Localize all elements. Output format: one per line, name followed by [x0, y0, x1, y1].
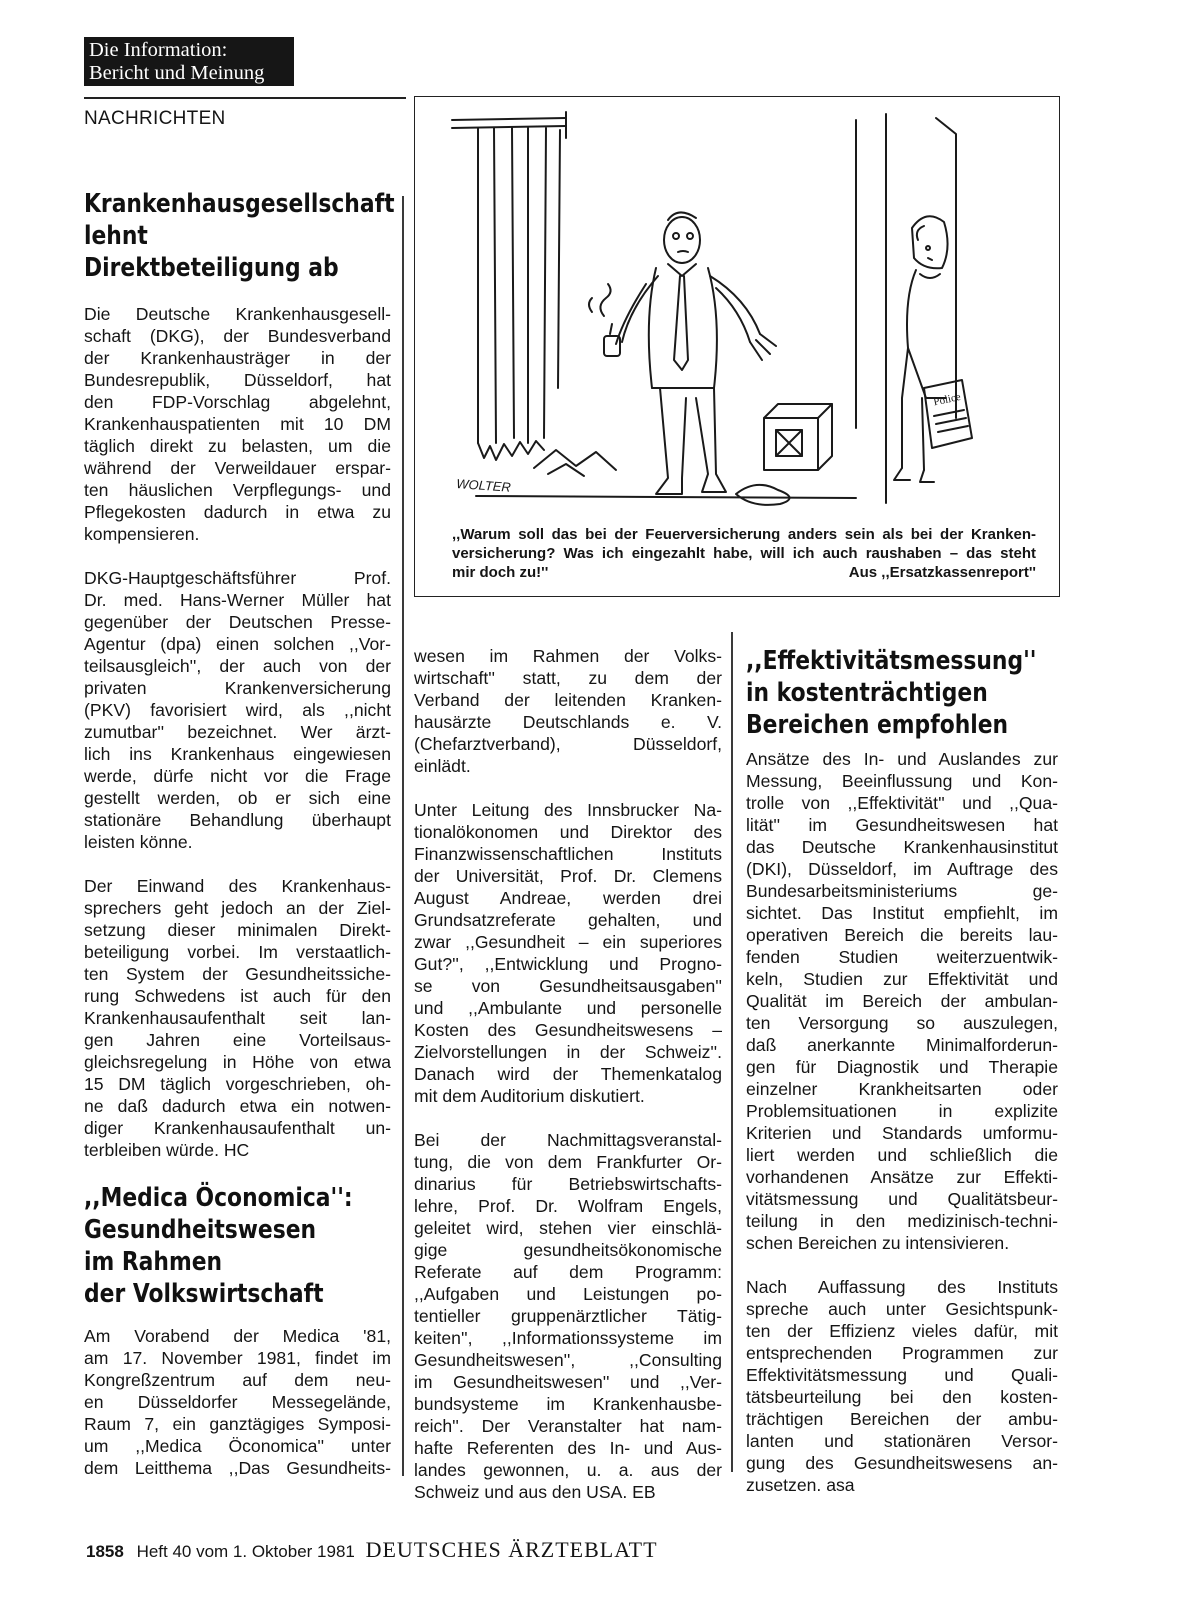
- article2-body-col2: [414, 645, 722, 1525]
- text-line: leisten könne.: [84, 832, 193, 852]
- text-line: und ,,Ambulante und personelle: [414, 998, 722, 1018]
- text-line: Raum 7, ein ganztägiges Symposi-: [84, 1414, 391, 1434]
- header-rule: [84, 97, 406, 99]
- text-line: zwar ,,Gesundheit – ein superiores: [414, 932, 722, 952]
- text-line: spreche auch unter Gesichtspunk-: [746, 1299, 1058, 1319]
- text-line: ten System der Gesundheitssiche-: [84, 964, 391, 984]
- text-line: Gesundheitswesen'', ,,Consulting: [414, 1350, 722, 1370]
- text-line: 15 DM täglich vorgeschrieben, oh-: [84, 1074, 391, 1094]
- cartoon-illustration: [416, 98, 1058, 518]
- text-line: (PKV) favorisiert wird, als ,,nicht: [84, 700, 391, 720]
- text-line: Agentur (dpa) einen solchen ,,Vor-: [84, 634, 391, 654]
- paragraph: [414, 799, 722, 1107]
- text-line: reich''. Der Veranstalter hat nam-: [414, 1416, 722, 1436]
- text-line: lanten und stationären Versor-: [746, 1431, 1058, 1451]
- text-line: landes gewonnen, u. a. aus der: [414, 1460, 722, 1480]
- text-line: dinarius für Betriebswirtschafts-: [414, 1174, 722, 1194]
- text-line: das Deutsche Krankenhausinstitut: [746, 837, 1058, 857]
- text-line: lität'' im Gesundheitswesen hat: [746, 815, 1058, 835]
- text-line: Dr. med. Hans-Werner Müller hat: [84, 590, 391, 610]
- text-line: Danach wird der Themenkatalog: [414, 1064, 722, 1084]
- text-line: im Gesundheitswesen'' und ,,Ver-: [414, 1372, 722, 1392]
- text-line: Schweiz und aus den USA. EB: [414, 1482, 656, 1502]
- text-line: keiten'', ,,Informationssysteme im: [414, 1328, 722, 1348]
- text-line: Bei der Nachmittagsveranstal-: [414, 1130, 722, 1150]
- text-line: sprechers geht jedoch an der Ziel-: [84, 898, 391, 918]
- text-line: Verband der leitenden Kranken-: [414, 690, 722, 710]
- paragraph: [414, 645, 722, 777]
- text-line: tionalökonomen und Direktor des: [414, 822, 722, 842]
- text-line: zusetzen. asa: [746, 1475, 855, 1495]
- text-line: lich ins Krankenhaus eingewiesen: [84, 744, 391, 764]
- text-line: en Düsseldorfer Messegelände,: [84, 1392, 391, 1412]
- text-line: Finanzwissenschaftlichen Instituts: [414, 844, 722, 864]
- rubric-line-1: Die Information:: [89, 39, 228, 61]
- journal-title: DEUTSCHES ÄRZTEBLATT: [365, 1537, 658, 1562]
- article3-body: [746, 748, 1058, 1518]
- text-line: kompensieren.: [84, 524, 200, 544]
- text-line: Grundsatzreferate gehalten, und: [414, 910, 722, 930]
- text-line: Messung, Beeinflussung und Kon-: [746, 771, 1058, 791]
- text-line: während der Verweildauer erspar-: [84, 458, 391, 478]
- text-line: Effektivitätsmessung und Quali-: [746, 1365, 1058, 1385]
- text-line: Referate auf dem Programm:: [414, 1262, 722, 1282]
- text-line: daß anerkannte Minimalforderun-: [746, 1035, 1058, 1055]
- paragraph: [746, 1276, 1058, 1496]
- text-line: dem Leitthema ,,Das Gesundheits-: [84, 1458, 391, 1478]
- text-line: mit dem Auditorium diskutiert.: [414, 1086, 645, 1106]
- text-line: schaft (DKG), der Bundesverband: [84, 326, 391, 346]
- text-line: bundsysteme im Krankenhausbe-: [414, 1394, 722, 1414]
- text-line: am 17. November 1981, findet im: [84, 1348, 391, 1368]
- text-line: terbleiben würde. HC: [84, 1140, 250, 1160]
- text-line: ,,Aufgaben und Leistungen po-: [414, 1284, 722, 1304]
- text-line: privaten Krankenversicherung: [84, 678, 391, 698]
- text-line: wirtschaft'' statt, zu dem der: [414, 668, 722, 688]
- rubric-box: [84, 37, 294, 86]
- text-line: trolle von ,,Effektivität'' und ,,Qua-: [746, 793, 1058, 813]
- text-line: Der Einwand des Krankenhaus-: [84, 876, 391, 896]
- cartoon-sign-text: Police: [932, 390, 962, 409]
- text-line: Nach Auffassung des Instituts: [746, 1277, 1058, 1297]
- article2-body-col1: [84, 1325, 391, 1479]
- text-line: täglich direkt zu belasten, um die: [84, 436, 391, 456]
- text-line: se von Gesundheitsausgaben'': [414, 976, 722, 996]
- column-rule-2: [731, 632, 733, 1472]
- text-line: vitätsmessung und Qualitätsbeur-: [746, 1189, 1058, 1209]
- paragraph: [84, 303, 391, 545]
- text-line: Gut?'', ,,Entwicklung und Progno-: [414, 954, 722, 974]
- text-line: Unter Leitung des Innsbrucker Na-: [414, 800, 722, 820]
- caption-source: Aus ,,Ersatzkassenreport'': [848, 564, 1036, 581]
- article1-body: [84, 303, 391, 1183]
- text-line: ten Versorgung so auszulegen,: [746, 1013, 1058, 1033]
- text-line: Kosten des Gesundheitswesens –: [414, 1020, 722, 1040]
- text-line: Die Deutsche Krankenhausgesell-: [84, 304, 391, 324]
- caption-line-3: mir doch zu!'': [452, 564, 549, 581]
- text-line: Am Vorabend der Medica '81,: [84, 1326, 391, 1346]
- text-line: einzelner Krankheitsarten oder: [746, 1079, 1058, 1099]
- paragraph: [84, 567, 391, 853]
- text-line: Pflegekosten dadurch in etwa zu: [84, 502, 391, 522]
- text-line: tätsbeurteilung bei den kosten-: [746, 1387, 1058, 1407]
- text-line: teilsausgleich'', der auch von der: [84, 656, 391, 676]
- text-line: Kongreßzentrum auf dem neu-: [84, 1370, 391, 1390]
- text-line: Krankenhausaufenthalt seit lan-: [84, 1008, 391, 1028]
- text-line: einlädt.: [414, 756, 471, 776]
- text-line: lehre, Prof. Dr. Wolfram Engels,: [414, 1196, 722, 1216]
- text-line: gige gesundheitsökonomische: [414, 1240, 722, 1260]
- text-line: Zielvorstellungen in der Schweiz''.: [414, 1042, 722, 1062]
- text-line: der Krankenhausträger in der: [84, 348, 391, 368]
- text-line: hafte Referenten des In- und Aus-: [414, 1438, 722, 1458]
- text-line: gegenüber der Deutschen Presse-: [84, 612, 391, 632]
- text-line: gestellt werden, ob er sich eine: [84, 788, 391, 808]
- text-line: ne daß dadurch etwa ein notwen-: [84, 1096, 391, 1116]
- text-line: diger Krankenhausaufenthalt un-: [84, 1118, 391, 1138]
- text-line: entsprechenden Programmen zur: [746, 1343, 1058, 1363]
- text-line: Ansätze des In- und Auslandes zur: [746, 749, 1058, 769]
- text-line: gleichsregelung in Höhe von etwa: [84, 1052, 391, 1072]
- page-footer: [86, 1537, 658, 1563]
- text-line: Bundesrepublik, Düsseldorf, hat: [84, 370, 391, 390]
- paragraph: [84, 875, 391, 1161]
- text-line: DKG-Hauptgeschäftsführer Prof.: [84, 568, 391, 588]
- text-line: trächtigen Bereichen der ambu-: [746, 1409, 1058, 1429]
- caption-line-2: versicherung? Was ich eingezahlt habe, will ich auch raushaben – das steht: [452, 545, 1036, 562]
- issue-info: Heft 40 vom 1. Oktober 1981: [136, 1542, 355, 1561]
- text-line: tung, die von dem Frankfurter Or-: [414, 1152, 722, 1172]
- text-line: schen Bereichen zu intensivieren.: [746, 1233, 1010, 1253]
- text-line: wesen im Rahmen der Volks-: [414, 646, 722, 666]
- text-line: um ,,Medica Öconomica'' unter: [84, 1436, 391, 1456]
- text-line: gen für Diagnostik und Therapie: [746, 1057, 1058, 1077]
- text-line: geleitet wird, stehen vier einschlä-: [414, 1218, 722, 1238]
- text-line: Problemsituationen in explizite: [746, 1101, 1058, 1121]
- text-line: teilung in den medizinisch-techni-: [746, 1211, 1058, 1231]
- section-label: NACHRICHTEN: [84, 108, 226, 129]
- text-line: sichtet. Das Institut empfiehlt, im: [746, 903, 1058, 923]
- paragraph: [746, 748, 1058, 1254]
- paragraph: [414, 1129, 722, 1503]
- text-line: gung des Gesundheitswesens an-: [746, 1453, 1058, 1473]
- text-line: ten der Effizienz vieles dafür, mit: [746, 1321, 1058, 1341]
- text-line: werde, dürfe nicht vor die Frage: [84, 766, 391, 786]
- text-line: Kriterien und Standards umformu-: [746, 1123, 1058, 1143]
- text-line: Qualität im Bereich der ambulan-: [746, 991, 1058, 1011]
- text-line: stationäre Behandlung überhaupt: [84, 810, 391, 830]
- text-line: setzung dieser minimalen Direkt-: [84, 920, 391, 940]
- text-line: tentieller gruppenärztlicher Tätig-: [414, 1306, 722, 1326]
- text-line: (Chefarztverband), Düsseldorf,: [414, 734, 722, 754]
- text-line: beteiligung vorbei. Im verstaatlich-: [84, 942, 391, 962]
- text-line: hausärzte Deutschlands e. V.: [414, 712, 722, 732]
- page-number: 1858: [86, 1542, 124, 1561]
- rubric-line-2: Bericht und Meinung: [89, 62, 265, 84]
- text-line: vorhandenen Ansätze zur Effekti-: [746, 1167, 1058, 1187]
- text-line: liert werden und schließlich die: [746, 1145, 1058, 1165]
- article2-headline: ,,Medica Öconomica'': Gesundheitswesen im Rahmen der Volkswirtschaft: [84, 1183, 353, 1309]
- text-line: (DKI), Düsseldorf, im Auftrage des: [746, 859, 1058, 879]
- text-line: rung Schwedens ist auch für den: [84, 986, 391, 1006]
- text-line: fenden Studien weiterzuentwik-: [746, 947, 1058, 967]
- text-line: operativen Bereich die bereits lau-: [746, 925, 1058, 945]
- column-rule-1: [402, 196, 404, 1476]
- text-line: gen Jahren eine Vorteilsaus-: [84, 1030, 391, 1050]
- text-line: der Universität, Prof. Dr. Clemens: [414, 866, 722, 886]
- text-line: den FDP-Vorschlag abgelehnt,: [84, 392, 391, 412]
- text-line: Bundesarbeitsministeriums ge-: [746, 881, 1058, 901]
- text-line: ten häuslichen Verpflegungs- und: [84, 480, 391, 500]
- cartoon-signature: WOLTER: [455, 476, 512, 495]
- article3-headline: ,,Effektivitätsmessung'' in kostenträchtigen Bereichen empfohlen: [746, 646, 1037, 740]
- article1-headline: Krankenhausgesellschaft lehnt Direktbeteiligung ab: [84, 189, 395, 283]
- caption-line-1: ,,Warum soll das bei der Feuerversicherung anders sein als bei der Kranken-: [452, 526, 1036, 543]
- text-line: keln, Studien zur Effektivität und: [746, 969, 1058, 989]
- text-line: Krankenhauspatienten mit 10 DM: [84, 414, 391, 434]
- text-line: zumutbar'' bezeichnet. Wer ärzt-: [84, 722, 391, 742]
- text-line: August Andreae, werden drei: [414, 888, 722, 908]
- cartoon-caption: [452, 525, 1036, 582]
